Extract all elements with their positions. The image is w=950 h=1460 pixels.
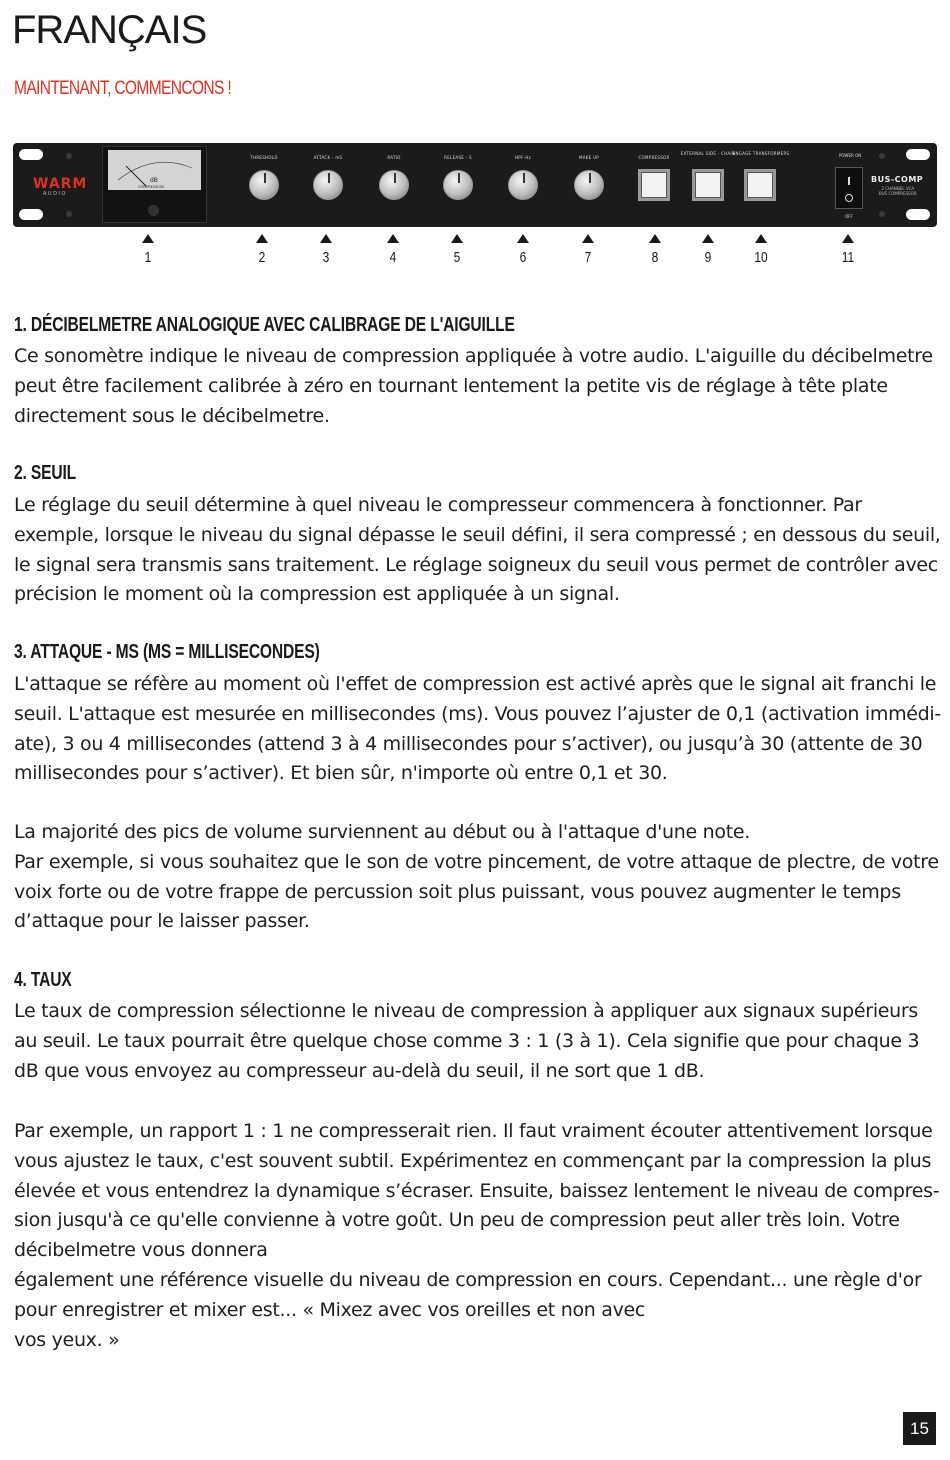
callout-number: 11 xyxy=(841,249,855,266)
text-line: Par exemple, si vous souhaitez que le son de votre pincement, de votre attaque de plectre, de votre xyxy=(14,850,939,873)
callout-number: 3 xyxy=(322,249,330,266)
up-arrow-icon xyxy=(320,234,332,243)
callout-6 xyxy=(513,234,533,266)
sidechain-button-label: EXTERNAL SIDE - CHAIN xyxy=(680,151,736,156)
text-line: élevée et vous entendrez la dynamique s’écraser. Ensuite, baissez lentement le niveau de compres- xyxy=(14,1179,940,1202)
meter-caption: COMPRESSION xyxy=(138,185,164,189)
section-body xyxy=(14,1117,950,1355)
section-body xyxy=(14,818,950,937)
makeup-label: MAKE UP xyxy=(578,155,600,160)
section-title-ratio: 4. TAUX xyxy=(14,969,72,991)
text-line: Ce sonomètre indique le niveau de compression appliquée à votre audio. L'aiguille du décibelmetre xyxy=(14,345,933,367)
callout-5 xyxy=(447,234,467,266)
section-body xyxy=(14,997,950,1086)
attack-knob xyxy=(313,170,343,200)
screw-icon xyxy=(66,153,72,159)
callout-number: 8 xyxy=(651,249,659,266)
sidechain-button xyxy=(692,169,724,201)
up-arrow-icon xyxy=(517,234,529,243)
text-line: vous ajustez le taux, c'est souvent subtil. Expérimentez en commençant par la compression la plus xyxy=(14,1149,932,1172)
ratio-label: RATIO xyxy=(387,155,401,160)
text-line: La majorité des pics de volume surviennent au début ou à l'attaque d'une note. xyxy=(14,821,751,843)
vu-meter xyxy=(102,146,207,223)
page-subtitle: MAINTENANT, COMMENCONS ! xyxy=(14,78,232,99)
text-line: directement sous le décibelmetre. xyxy=(14,404,330,427)
screw-icon xyxy=(66,211,72,217)
power-on-mark xyxy=(848,177,850,185)
compressor-button-label: COMPRESSOR xyxy=(638,155,670,160)
callout-number: 10 xyxy=(754,249,768,266)
callout-3 xyxy=(316,234,336,266)
model-sub-line: 2 CHANNEL VCA xyxy=(881,186,915,191)
text-line: également une référence visuelle du niveau de compression en cours. Cependant... une règle d'or xyxy=(14,1268,922,1291)
text-line: le signal sera transmis sans traitement. Le réglage soigneux du seuil vous permet de contrôler avec xyxy=(14,553,938,576)
text-line: L'attaque se réfère au moment où l'effet de compression est activé après que le signal ait franchi le xyxy=(14,673,937,695)
text-line: sion jusqu'à ce qu'elle convienne à votre goût. Un peu de compression peut aller très loin. Votre xyxy=(14,1209,900,1232)
callout-1 xyxy=(138,234,158,266)
model-sub-line: BUS COMPRESSOR xyxy=(879,191,917,196)
up-arrow-icon xyxy=(256,234,268,243)
section-title-attack: 3. ATTAQUE - MS (MS = MILLISECONDES) xyxy=(14,641,320,663)
power-off-label: OFF xyxy=(845,214,853,219)
brand-logo: WARM xyxy=(33,176,88,192)
threshold-label: THRESHOLD xyxy=(250,155,278,160)
text-line: vos yeux. » xyxy=(14,1328,120,1351)
text-line: voix forte ou de votre frappe de percussion soit plus puissant, vous pouvez augmenter le temps xyxy=(14,880,901,903)
transformers-button-label: ENGAGE TRANSFORMERS xyxy=(732,151,790,156)
model-name: BUS-COMP xyxy=(871,175,924,184)
text-line: précision le moment où la compression est appliquée à un signal. xyxy=(14,583,620,606)
up-arrow-icon xyxy=(451,234,463,243)
callout-number: 1 xyxy=(144,249,152,266)
text-line: Le réglage du seuil détermine à quel niveau le compresseur commencera à fonctionner. Par xyxy=(14,494,862,516)
attack-label: ATTACK - mS xyxy=(313,155,343,160)
up-arrow-icon xyxy=(702,234,714,243)
text-line: exemple, lorsque le niveau du signal dépasse le seuil défini, il sera compressé ; en dessous du seuil, xyxy=(14,523,941,546)
text-line: Par exemple, un rapport 1 : 1 ne compresserait rien. Il faut vraiment écouter attentivement lorsque xyxy=(14,1120,933,1142)
rack-ear-hole xyxy=(19,149,43,160)
model-sub xyxy=(879,186,917,196)
section-body xyxy=(14,670,950,789)
up-arrow-icon xyxy=(142,234,154,243)
up-arrow-icon xyxy=(387,234,399,243)
text-line: peut être facilement calibrée à zéro en tournant lentement la petite vis de réglage à tête plate xyxy=(14,374,888,397)
callout-2 xyxy=(252,234,272,266)
hpf-knob xyxy=(508,170,538,200)
text-line: ate), 3 ou 4 millisecondes (attend 3 à 4 millisecondes pour s’activer), ou jusqu’à 30 (attente de 30 xyxy=(14,732,923,755)
callout-number: 4 xyxy=(389,249,397,266)
section-title-vu-meter: 1. DÉCIBELMETRE ANALOGIQUE AVEC CALIBRAGE DE L'AIGUILLE xyxy=(14,314,515,336)
up-arrow-icon xyxy=(649,234,661,243)
callout-8 xyxy=(645,234,665,266)
up-arrow-icon xyxy=(582,234,594,243)
power-switch xyxy=(835,167,863,209)
callout-number: 5 xyxy=(453,249,461,266)
callout-10 xyxy=(751,234,771,266)
up-arrow-icon xyxy=(842,234,854,243)
power-on-label: POWER ON xyxy=(839,153,862,158)
callout-number: 9 xyxy=(704,249,712,266)
power-off-mark xyxy=(845,194,853,202)
callout-number: 2 xyxy=(258,249,266,266)
text-line: millisecondes pour s’activer). Et bien sûr, n'importe où entre 0,1 et 30. xyxy=(14,762,668,785)
text-line: pour enregistrer et mixer est... « Mixez avec vos oreilles et non avec xyxy=(14,1298,646,1321)
ratio-knob xyxy=(379,170,409,200)
hpf-label: HPF-Hz xyxy=(514,155,532,160)
screw-icon xyxy=(879,211,885,217)
text-line: dB que vous envoyez au compresseur au-delà du seuil, il ne sort que 1 dB. xyxy=(14,1059,705,1082)
bus-comp-front-panel xyxy=(13,143,937,227)
callout-number: 6 xyxy=(519,249,527,266)
rack-ear-hole xyxy=(906,149,930,160)
meter-calibration-screw xyxy=(148,205,159,216)
language-title: FRANÇAIS xyxy=(12,8,207,52)
compressor-button xyxy=(638,169,670,201)
section-body xyxy=(14,342,950,431)
brand-sub: AUDIO xyxy=(43,191,67,197)
vu-meter-face xyxy=(108,150,201,190)
text-line: Le taux de compression sélectionne le niveau de compression à appliquer aux signaux supérieurs xyxy=(14,1000,919,1022)
vu-needle-icon xyxy=(108,150,201,190)
text-line: décibelmetre vous donnera xyxy=(14,1239,268,1262)
callout-number: 7 xyxy=(584,249,592,266)
section-title-threshold: 2. SEUIL xyxy=(14,462,77,484)
section-body xyxy=(14,491,950,610)
text-line: seuil. L'attaque est mesurée en millisecondes (ms). Vous pouvez l’ajuster de 0,1 (activation immédi- xyxy=(14,702,941,725)
release-label: RELEASE - S xyxy=(444,155,472,160)
text-line: au seuil. Le taux pourrait être quelque chose comme 3 : 1 (3 à 1). Cela signifie que pour chaque 3 xyxy=(14,1029,920,1052)
rack-ear-hole xyxy=(906,209,930,220)
page-number: 15 xyxy=(903,1412,936,1445)
screw-icon xyxy=(879,153,885,159)
callout-11 xyxy=(838,234,858,266)
text-line: d’attaque pour le laisser passer. xyxy=(14,910,310,933)
threshold-knob xyxy=(249,170,279,200)
up-arrow-icon xyxy=(755,234,767,243)
meter-unit: dB xyxy=(150,177,158,184)
transformers-button xyxy=(744,169,776,201)
callout-9 xyxy=(698,234,718,266)
rack-ear-hole xyxy=(19,209,43,220)
release-knob xyxy=(443,170,473,200)
callout-7 xyxy=(578,234,598,266)
makeup-knob xyxy=(574,170,604,200)
callout-4 xyxy=(383,234,403,266)
